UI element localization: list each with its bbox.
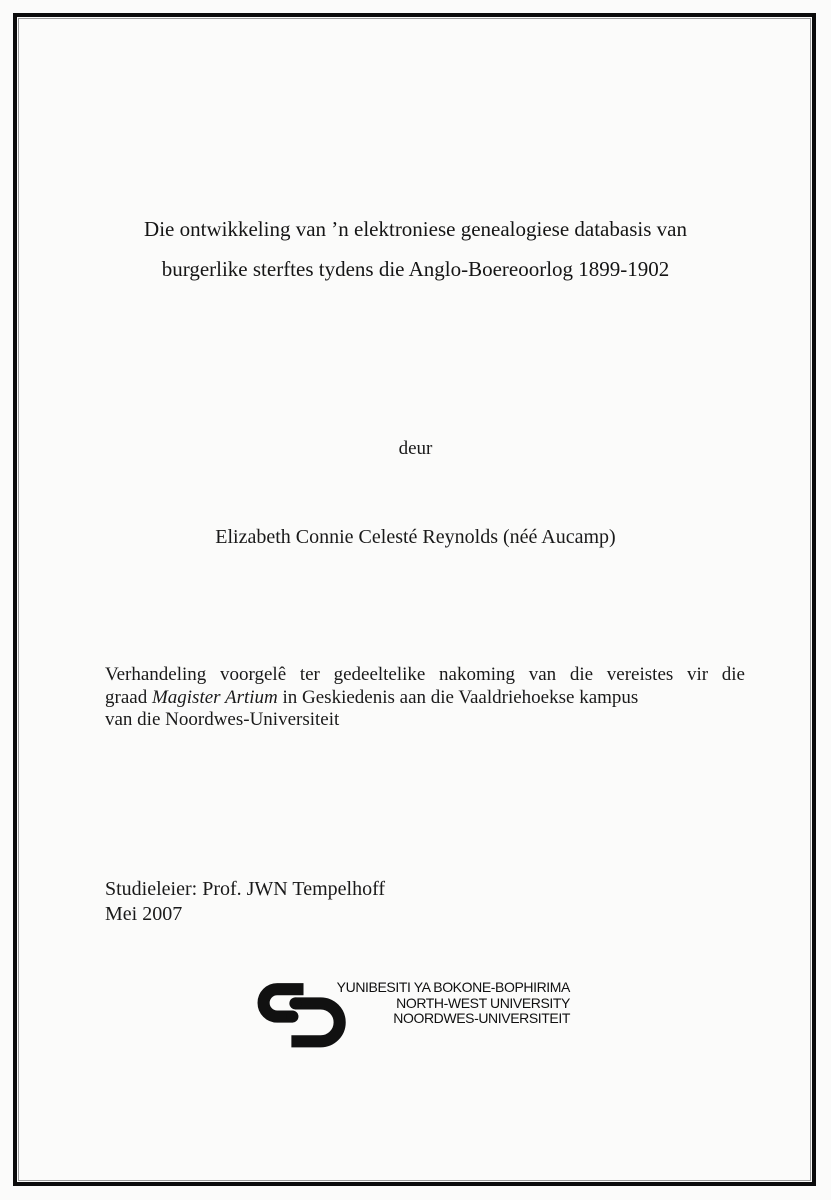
statement-line2-pre: graad [105, 686, 152, 708]
thesis-title-line1: Die ontwikkeling van ’n elektroniese genealogiese databasis van [144, 217, 687, 241]
logo-text-afrikaans: NOORDWES-UNIVERSITEIT [393, 1010, 570, 1026]
statement-line2-post: in Geskiedenis aan die Vaaldriehoekse kampus [277, 686, 639, 708]
byline: deur [398, 438, 433, 459]
author-name: Elizabeth Connie Celesté Reynolds (néé Aucamp) [215, 526, 616, 548]
statement-line3: van die Noordwes-Universiteit [105, 709, 340, 730]
statement-degree-name: Magister Artium [151, 686, 278, 708]
thesis-title [60, 209, 771, 289]
logo-text-setswana: YUNIBESITI YA BOKONE-BOPHIRIMA [336, 979, 570, 995]
thesis-statement [105, 664, 745, 732]
thesis-title-line2: burgerlike sterftes tydens die Anglo-Boereoorlog 1899-1902 [161, 257, 670, 281]
statement-line2 [105, 687, 745, 710]
date-line: Mei 2007 [105, 903, 183, 925]
logo-text-english: NORTH-WEST UNIVERSITY [396, 994, 570, 1011]
supervisor-line: Studieleier: Prof. JWN Tempelhoff [105, 878, 386, 900]
supervisor-block [105, 877, 385, 927]
university-logo-text [318, 980, 570, 1027]
statement-line1: Verhandeling voorgelê ter gedeeltelike nakoming van die vereistes vir die [105, 664, 745, 685]
